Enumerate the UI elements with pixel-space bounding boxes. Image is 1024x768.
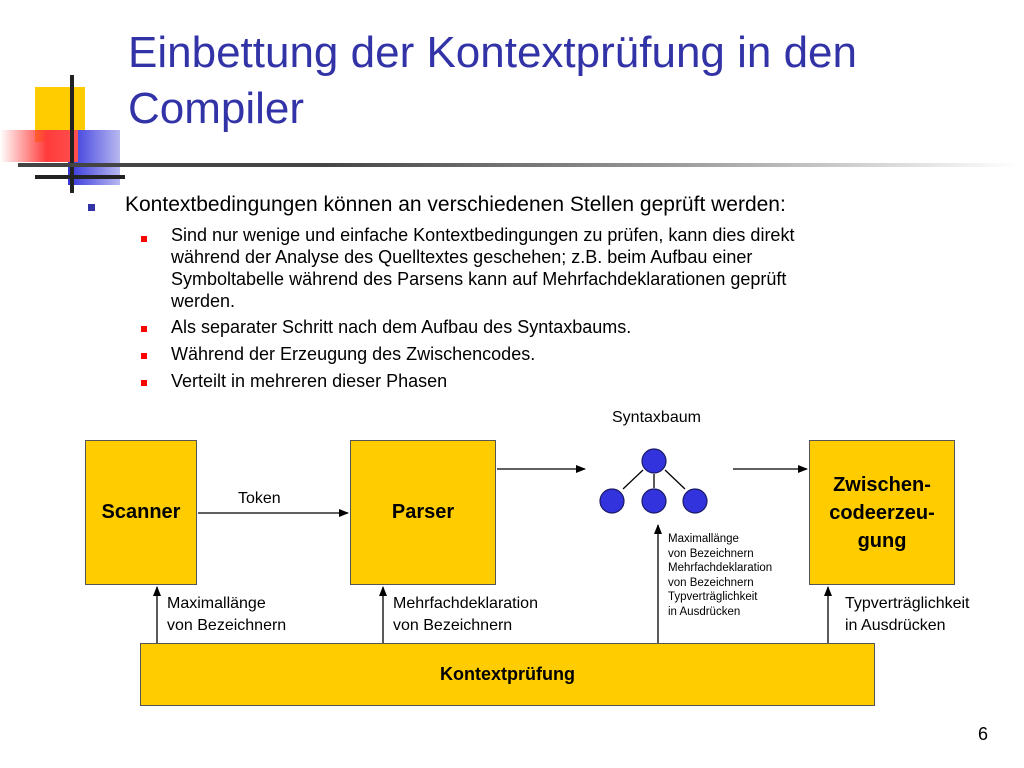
scanner-check-label bbox=[167, 593, 286, 637]
zwischencode-check-line: in Ausdrücken bbox=[845, 617, 946, 634]
slide-title-line-1: Einbettung der Kontextprüfung in den bbox=[128, 28, 857, 77]
sub-bullet-2: Als separater Schritt nach dem Aufbau des Syntaxbaums. bbox=[171, 317, 632, 337]
zwischencode-label-line: Zwischen- bbox=[833, 473, 931, 496]
zwischencode-label-line: codeerzeu- bbox=[829, 501, 935, 524]
syntaxbaum-check-line: von Bezeichnern bbox=[668, 576, 754, 589]
tree-node-left bbox=[600, 489, 624, 513]
scanner-box bbox=[85, 440, 197, 585]
tree-node-right bbox=[683, 489, 707, 513]
syntaxbaum-check-line: in Ausdrücken bbox=[668, 605, 741, 618]
syntaxbaum-check-line: Typverträglichkeit bbox=[668, 591, 758, 603]
syntaxbaum-check-line: Maximallänge bbox=[668, 533, 739, 545]
scanner-label: Scanner bbox=[101, 501, 181, 523]
page-number: 6 bbox=[978, 724, 989, 744]
parser-box bbox=[350, 440, 496, 585]
sub-bullet-1-line: während der Analyse des Quelltextes geschehen; z.B. beim Aufbau einer bbox=[171, 247, 753, 267]
zwischencode-check-label bbox=[845, 593, 970, 637]
sub-bullet-1-line: Symboltabelle während des Parsens kann auf Mehrfachdeklarationen geprüft bbox=[171, 269, 787, 289]
sub-bullet-1-line: Sind nur wenige und einfache Kontextbedingungen zu prüfen, kann dies direkt bbox=[171, 225, 795, 245]
scanner-check-line: von Bezeichnern bbox=[167, 617, 287, 634]
main-bullet-text: Kontextbedingungen können an verschiedenen Stellen geprüft werden: bbox=[125, 193, 786, 216]
zwischencode-box bbox=[809, 440, 955, 585]
parser-check-line: von Bezeichnern bbox=[393, 617, 513, 634]
sub-bullet-3: Während der Erzeugung des Zwischencodes. bbox=[171, 344, 536, 364]
parser-label: Parser bbox=[391, 501, 455, 523]
sub-bullet-4: Verteilt in mehreren dieser Phasen bbox=[171, 371, 448, 391]
sub-bullet-1-line: werden. bbox=[171, 291, 236, 311]
scanner-check-line: Maximallänge bbox=[167, 595, 266, 612]
kontextpruefung-box bbox=[140, 643, 875, 706]
syntaxbaum-label: Syntaxbaum bbox=[612, 409, 701, 426]
tree-edge-right bbox=[665, 470, 685, 489]
slide-title-line-2: Compiler bbox=[128, 84, 305, 133]
syntaxbaum-check-label bbox=[668, 532, 772, 619]
tree-node-middle bbox=[642, 489, 666, 513]
tree-node-root bbox=[642, 449, 666, 473]
zwischencode-label-line: gung bbox=[857, 529, 907, 552]
kontextpruefung-label: Kontextprüfung bbox=[440, 664, 575, 684]
parser-check-label bbox=[393, 593, 538, 637]
syntaxbaum-check-line: Mehrfachdeklaration bbox=[668, 562, 773, 574]
zwischencode-check-line: Typverträglichkeit bbox=[845, 595, 970, 612]
tree-edge-left bbox=[623, 470, 643, 489]
parser-check-line: Mehrfachdeklaration bbox=[393, 595, 538, 612]
token-label: Token bbox=[238, 490, 281, 507]
syntaxbaum-check-line: von Bezeichnern bbox=[668, 547, 754, 560]
